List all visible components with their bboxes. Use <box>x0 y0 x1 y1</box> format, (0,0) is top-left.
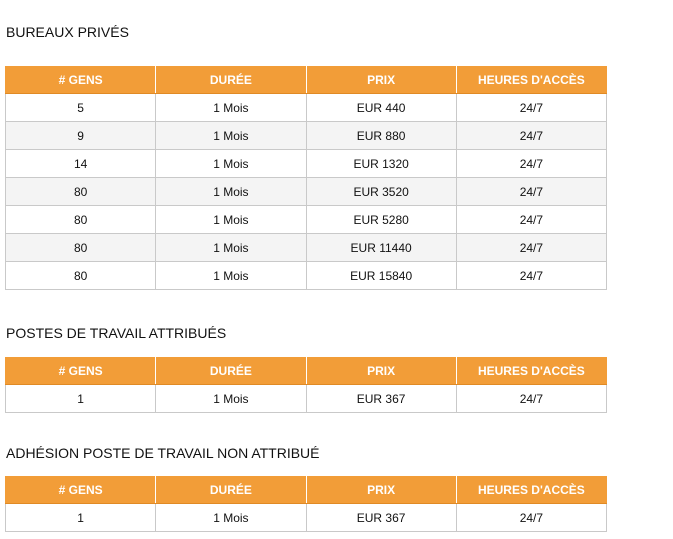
cell-people: 80 <box>6 206 156 234</box>
table-header-row <box>6 476 607 504</box>
cell-access-hours: 24/7 <box>456 234 606 262</box>
column-header-duration: DURÉE <box>156 476 306 504</box>
cell-access-hours: 24/7 <box>456 178 606 206</box>
table-row <box>6 122 607 150</box>
table-row <box>6 206 607 234</box>
hot-desk-membership-table <box>5 476 607 532</box>
column-header-access-hours: HEURES D'ACCÈS <box>456 357 606 385</box>
cell-duration: 1 Mois <box>156 385 306 413</box>
table-header-row <box>6 357 607 385</box>
column-header-people: # GENS <box>6 357 156 385</box>
table-row <box>6 504 607 532</box>
table-row <box>6 234 607 262</box>
cell-people: 14 <box>6 150 156 178</box>
table-row <box>6 94 607 122</box>
cell-people: 80 <box>6 178 156 206</box>
cell-access-hours: 24/7 <box>456 385 606 413</box>
column-header-people: # GENS <box>6 476 156 504</box>
cell-price: EUR 367 <box>306 504 456 532</box>
cell-people: 80 <box>6 234 156 262</box>
cell-duration: 1 Mois <box>156 234 306 262</box>
cell-duration: 1 Mois <box>156 206 306 234</box>
column-header-access-hours: HEURES D'ACCÈS <box>456 476 606 504</box>
column-header-people: # GENS <box>6 66 156 94</box>
cell-duration: 1 Mois <box>156 262 306 290</box>
table-row <box>6 150 607 178</box>
cell-price: EUR 5280 <box>306 206 456 234</box>
cell-duration: 1 Mois <box>156 94 306 122</box>
column-header-price: PRIX <box>306 357 456 385</box>
cell-duration: 1 Mois <box>156 150 306 178</box>
cell-duration: 1 Mois <box>156 178 306 206</box>
table-row <box>6 385 607 413</box>
cell-access-hours: 24/7 <box>456 122 606 150</box>
cell-people: 5 <box>6 94 156 122</box>
column-header-access-hours: HEURES D'ACCÈS <box>456 66 606 94</box>
cell-price: EUR 3520 <box>306 178 456 206</box>
cell-access-hours: 24/7 <box>456 150 606 178</box>
cell-price: EUR 367 <box>306 385 456 413</box>
table-header-row <box>6 66 607 94</box>
table-row <box>6 178 607 206</box>
column-header-duration: DURÉE <box>156 357 306 385</box>
cell-people: 80 <box>6 262 156 290</box>
cell-people: 1 <box>6 385 156 413</box>
section-title-private-offices: BUREAUX PRIVÉS <box>6 24 129 40</box>
cell-price: EUR 880 <box>306 122 456 150</box>
cell-duration: 1 Mois <box>156 504 306 532</box>
cell-duration: 1 Mois <box>156 122 306 150</box>
cell-access-hours: 24/7 <box>456 262 606 290</box>
cell-access-hours: 24/7 <box>456 206 606 234</box>
section-title-hot-desk-membership: ADHÉSION POSTE DE TRAVAIL NON ATTRIBUÉ <box>6 445 320 461</box>
cell-access-hours: 24/7 <box>456 94 606 122</box>
private-offices-table <box>5 66 607 290</box>
section-title-assigned-desks: POSTES DE TRAVAIL ATTRIBUÉS <box>6 325 227 341</box>
column-header-price: PRIX <box>306 476 456 504</box>
cell-price: EUR 11440 <box>306 234 456 262</box>
cell-price: EUR 15840 <box>306 262 456 290</box>
column-header-price: PRIX <box>306 66 456 94</box>
column-header-duration: DURÉE <box>156 66 306 94</box>
cell-people: 9 <box>6 122 156 150</box>
table-row <box>6 262 607 290</box>
cell-price: EUR 1320 <box>306 150 456 178</box>
cell-price: EUR 440 <box>306 94 456 122</box>
cell-access-hours: 24/7 <box>456 504 606 532</box>
assigned-desks-table <box>5 357 607 413</box>
cell-people: 1 <box>6 504 156 532</box>
